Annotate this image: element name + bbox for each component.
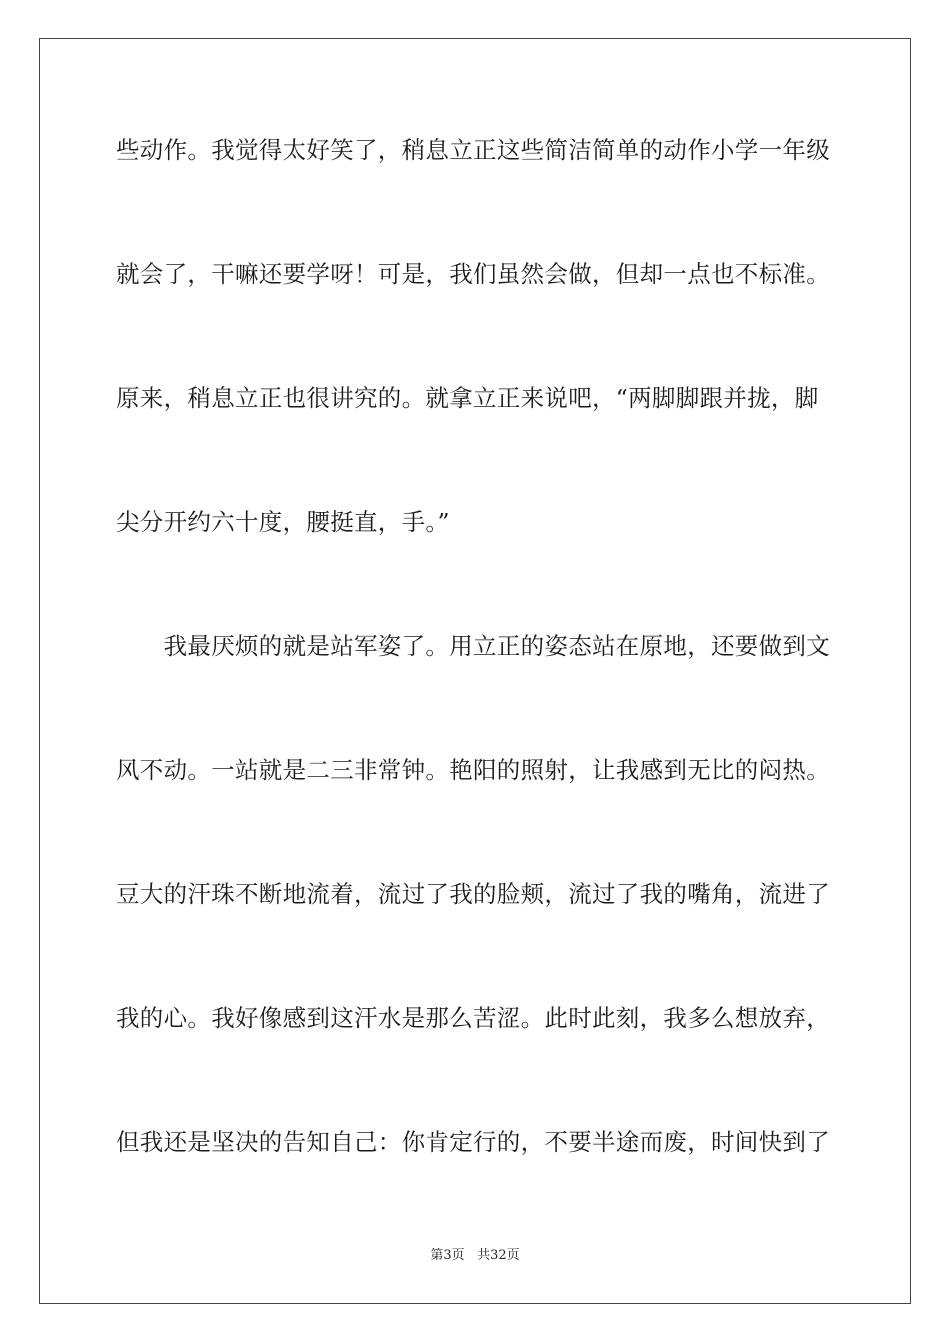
page-total: 共32页 bbox=[477, 1248, 520, 1263]
body-line-7: 豆大的汗珠不断地流着，流过了我的脸颊，流过了我的嘴角，流进了 bbox=[116, 880, 830, 908]
page-footer bbox=[0, 1247, 950, 1265]
body-line-1: 些动作。我觉得太好笑了，稍息立正这些简洁简单的动作小学一年级 bbox=[116, 136, 830, 164]
body-line-5: 我最厌烦的就是站军姿了。用立正的姿态站在原地，还要做到文 bbox=[116, 632, 830, 660]
body-line-4: 尖分开约六十度，腰挺直，手。” bbox=[116, 508, 450, 536]
body-line-9: 但我还是坚决的告知自己：你肯定行的，不要半途而废，时间快到了 bbox=[116, 1128, 830, 1156]
page-border bbox=[39, 38, 911, 1304]
body-line-2: 就会了，干嘛还要学呀！可是，我们虽然会做，但却一点也不标准。 bbox=[116, 260, 830, 288]
body-line-6: 风不动。一站就是二三非常钟。艳阳的照射，让我感到无比的闷热。 bbox=[116, 756, 830, 784]
page-number: 第3页 bbox=[430, 1248, 465, 1263]
body-line-3: 原来，稍息立正也很讲究的。就拿立正来说吧，“两脚脚跟并拢，脚 bbox=[116, 384, 819, 412]
body-line-8: 我的心。我好像感到这汗水是那么苦涩。此时此刻，我多么想放弃， bbox=[116, 1004, 830, 1032]
